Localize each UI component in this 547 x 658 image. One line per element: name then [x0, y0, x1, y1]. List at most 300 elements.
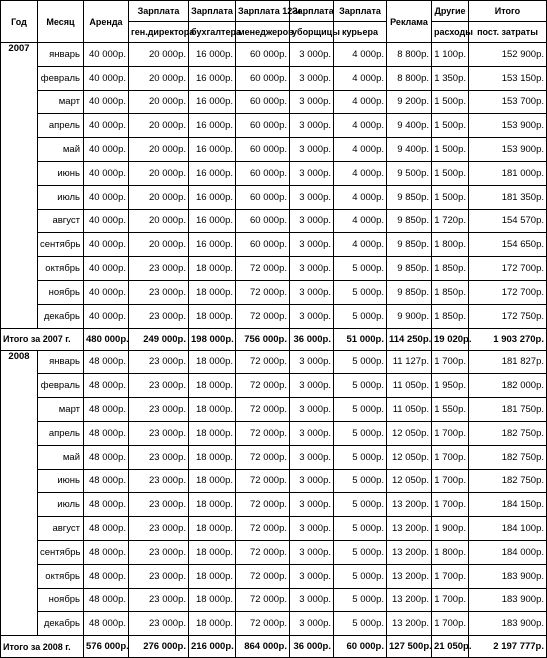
total-accountant-cell: 216 000р.	[189, 636, 236, 658]
courier-cell: 4 000р.	[334, 90, 387, 114]
ads-cell: 9 850р.	[387, 280, 432, 304]
other-cell: 1 850р.	[432, 257, 469, 281]
month-cell: декабрь	[38, 304, 84, 328]
director-cell: 23 000р.	[129, 257, 189, 281]
table-row	[1, 398, 547, 422]
courier-cell: 4 000р.	[334, 66, 387, 90]
month-cell: май	[38, 138, 84, 162]
managers-cell: 60 000р.	[236, 209, 290, 233]
header-director-line2: ген.директора	[129, 22, 189, 43]
courier-cell: 5 000р.	[334, 374, 387, 398]
rent-cell: 48 000р.	[84, 398, 129, 422]
courier-cell: 5 000р.	[334, 350, 387, 374]
month-cell: апрель	[38, 421, 84, 445]
cleaners-cell: 3 000р.	[290, 445, 334, 469]
month-cell: январь	[38, 350, 84, 374]
other-cell: 1 700р.	[432, 612, 469, 636]
month-cell: август	[38, 209, 84, 233]
rent-cell: 40 000р.	[84, 66, 129, 90]
table-row	[1, 588, 547, 612]
courier-cell: 4 000р.	[334, 138, 387, 162]
month-cell: май	[38, 445, 84, 469]
rent-cell: 48 000р.	[84, 612, 129, 636]
rent-cell: 48 000р.	[84, 350, 129, 374]
rent-cell: 40 000р.	[84, 90, 129, 114]
rent-cell: 48 000р.	[84, 445, 129, 469]
ads-cell: 9 850р.	[387, 257, 432, 281]
managers-cell: 60 000р.	[236, 185, 290, 209]
director-cell: 23 000р.	[129, 421, 189, 445]
cleaners-cell: 3 000р.	[290, 280, 334, 304]
managers-cell: 72 000р.	[236, 398, 290, 422]
rent-cell: 40 000р.	[84, 209, 129, 233]
rent-cell: 40 000р.	[84, 161, 129, 185]
accountant-cell: 18 000р.	[189, 469, 236, 493]
month-cell: июль	[38, 493, 84, 517]
other-cell: 1 700р.	[432, 493, 469, 517]
director-cell: 23 000р.	[129, 588, 189, 612]
accountant-cell: 16 000р.	[189, 161, 236, 185]
courier-cell: 4 000р.	[334, 209, 387, 233]
cleaners-cell: 3 000р.	[290, 540, 334, 564]
month-cell: июнь	[38, 469, 84, 493]
director-cell: 20 000р.	[129, 114, 189, 138]
director-cell: 23 000р.	[129, 304, 189, 328]
ads-cell: 9 500р.	[387, 161, 432, 185]
total-cell: 182 750р.	[469, 421, 547, 445]
managers-cell: 72 000р.	[236, 350, 290, 374]
director-cell: 23 000р.	[129, 540, 189, 564]
month-cell: ноябрь	[38, 588, 84, 612]
total-cell: 183 900р.	[469, 564, 547, 588]
total-courier-cell: 60 000р.	[334, 636, 387, 658]
rent-cell: 48 000р.	[84, 540, 129, 564]
director-cell: 23 000р.	[129, 398, 189, 422]
courier-cell: 5 000р.	[334, 445, 387, 469]
total-other-cell: 19 020р.	[432, 328, 469, 350]
total-cell: 172 700р.	[469, 257, 547, 281]
director-cell: 20 000р.	[129, 185, 189, 209]
table-row	[1, 138, 547, 162]
other-cell: 1 900р.	[432, 517, 469, 541]
cleaners-cell: 3 000р.	[290, 138, 334, 162]
rent-cell: 40 000р.	[84, 185, 129, 209]
cleaners-cell: 3 000р.	[290, 469, 334, 493]
ads-cell: 13 200р.	[387, 493, 432, 517]
cleaners-cell: 3 000р.	[290, 209, 334, 233]
table-row	[1, 185, 547, 209]
ads-cell: 9 850р.	[387, 185, 432, 209]
total-cell: 183 900р.	[469, 588, 547, 612]
ads-cell: 11 050р.	[387, 374, 432, 398]
accountant-cell: 18 000р.	[189, 257, 236, 281]
other-cell: 1 850р.	[432, 280, 469, 304]
cleaners-cell: 3 000р.	[290, 564, 334, 588]
courier-cell: 5 000р.	[334, 257, 387, 281]
courier-cell: 5 000р.	[334, 564, 387, 588]
header-ads: Реклама	[387, 1, 432, 43]
total-cell: 181 350р.	[469, 185, 547, 209]
rent-cell: 40 000р.	[84, 43, 129, 67]
total-cell: 181 750р.	[469, 398, 547, 422]
other-cell: 1 500р.	[432, 114, 469, 138]
year-cell: 2007	[1, 43, 38, 329]
month-cell: февраль	[38, 66, 84, 90]
table-row	[1, 280, 547, 304]
rent-cell: 40 000р.	[84, 233, 129, 257]
courier-cell: 5 000р.	[334, 469, 387, 493]
year-cell: 2008	[1, 350, 38, 636]
ads-cell: 9 400р.	[387, 114, 432, 138]
total-cell: 184 150р.	[469, 493, 547, 517]
accountant-cell: 18 000р.	[189, 280, 236, 304]
total-cell: 182 750р.	[469, 469, 547, 493]
accountant-cell: 18 000р.	[189, 374, 236, 398]
other-cell: 1 500р.	[432, 185, 469, 209]
table-row	[1, 257, 547, 281]
other-cell: 1 720р.	[432, 209, 469, 233]
header-courier-line1: Зарплата	[334, 1, 387, 22]
cleaners-cell: 3 000р.	[290, 185, 334, 209]
year-total-row	[1, 636, 547, 658]
director-cell: 20 000р.	[129, 233, 189, 257]
accountant-cell: 18 000р.	[189, 517, 236, 541]
director-cell: 23 000р.	[129, 493, 189, 517]
total-cell: 183 900р.	[469, 612, 547, 636]
courier-cell: 4 000р.	[334, 43, 387, 67]
courier-cell: 4 000р.	[334, 185, 387, 209]
rent-cell: 40 000р.	[84, 114, 129, 138]
table-row	[1, 469, 547, 493]
managers-cell: 72 000р.	[236, 588, 290, 612]
managers-cell: 60 000р.	[236, 43, 290, 67]
other-cell: 1 800р.	[432, 540, 469, 564]
courier-cell: 5 000р.	[334, 421, 387, 445]
director-cell: 23 000р.	[129, 564, 189, 588]
ads-cell: 13 200р.	[387, 612, 432, 636]
total-cell: 172 700р.	[469, 280, 547, 304]
accountant-cell: 18 000р.	[189, 612, 236, 636]
other-cell: 1 800р.	[432, 233, 469, 257]
table-row	[1, 445, 547, 469]
cleaners-cell: 3 000р.	[290, 66, 334, 90]
table-row	[1, 161, 547, 185]
header-rent: Аренда	[84, 1, 129, 43]
cleaners-cell: 3 000р.	[290, 493, 334, 517]
other-cell: 1 700р.	[432, 469, 469, 493]
managers-cell: 72 000р.	[236, 280, 290, 304]
managers-cell: 60 000р.	[236, 66, 290, 90]
accountant-cell: 18 000р.	[189, 421, 236, 445]
courier-cell: 4 000р.	[334, 233, 387, 257]
cleaners-cell: 3 000р.	[290, 612, 334, 636]
managers-cell: 60 000р.	[236, 114, 290, 138]
header-managers-line1: Зарплата 12-и	[236, 1, 290, 22]
cleaners-cell: 3 000р.	[290, 43, 334, 67]
rent-cell: 48 000р.	[84, 588, 129, 612]
month-cell: июль	[38, 185, 84, 209]
managers-cell: 72 000р.	[236, 469, 290, 493]
cleaners-cell: 3 000р.	[290, 374, 334, 398]
ads-cell: 9 850р.	[387, 209, 432, 233]
total-cell: 154 650р.	[469, 233, 547, 257]
table-row	[1, 612, 547, 636]
table-row	[1, 493, 547, 517]
accountant-cell: 16 000р.	[189, 233, 236, 257]
accountant-cell: 16 000р.	[189, 185, 236, 209]
ads-cell: 9 200р.	[387, 90, 432, 114]
other-cell: 1 550р.	[432, 398, 469, 422]
courier-cell: 5 000р.	[334, 517, 387, 541]
managers-cell: 60 000р.	[236, 161, 290, 185]
rent-cell: 48 000р.	[84, 564, 129, 588]
total-cell: 184 000р.	[469, 540, 547, 564]
total-other-cell: 21 050р.	[432, 636, 469, 658]
month-cell: ноябрь	[38, 280, 84, 304]
total-cell: 184 100р.	[469, 517, 547, 541]
total-courier-cell: 51 000р.	[334, 328, 387, 350]
courier-cell: 4 000р.	[334, 114, 387, 138]
managers-cell: 72 000р.	[236, 612, 290, 636]
table-body	[1, 43, 547, 658]
cleaners-cell: 3 000р.	[290, 90, 334, 114]
managers-cell: 60 000р.	[236, 90, 290, 114]
month-cell: август	[38, 517, 84, 541]
header-accountant-line2: бухгалтера	[189, 22, 236, 43]
total-cell: 153 900р.	[469, 138, 547, 162]
table-row	[1, 209, 547, 233]
month-cell: декабрь	[38, 612, 84, 636]
total-total-cell: 2 197 777р.	[469, 636, 547, 658]
other-cell: 1 700р.	[432, 421, 469, 445]
accountant-cell: 18 000р.	[189, 493, 236, 517]
month-cell: октябрь	[38, 257, 84, 281]
ads-cell: 12 050р.	[387, 445, 432, 469]
other-cell: 1 500р.	[432, 161, 469, 185]
header-other-line1: Другие	[432, 1, 469, 22]
header-other-line2: расходы	[432, 22, 469, 43]
ads-cell: 13 200р.	[387, 517, 432, 541]
total-ads-cell: 127 500р.	[387, 636, 432, 658]
cleaners-cell: 3 000р.	[290, 398, 334, 422]
accountant-cell: 18 000р.	[189, 564, 236, 588]
managers-cell: 60 000р.	[236, 233, 290, 257]
header-total-line2: пост. затраты	[469, 22, 547, 43]
table-row	[1, 233, 547, 257]
header-year: Год	[1, 1, 38, 43]
total-cell: 182 000р.	[469, 374, 547, 398]
total-cell: 182 750р.	[469, 445, 547, 469]
table-row	[1, 517, 547, 541]
header-total-line1: Итого	[469, 1, 547, 22]
managers-cell: 72 000р.	[236, 304, 290, 328]
rent-cell: 48 000р.	[84, 469, 129, 493]
rent-cell: 40 000р.	[84, 138, 129, 162]
director-cell: 20 000р.	[129, 66, 189, 90]
managers-cell: 72 000р.	[236, 540, 290, 564]
ads-cell: 12 050р.	[387, 421, 432, 445]
accountant-cell: 18 000р.	[189, 304, 236, 328]
courier-cell: 5 000р.	[334, 280, 387, 304]
other-cell: 1 950р.	[432, 374, 469, 398]
ads-cell: 11 050р.	[387, 398, 432, 422]
director-cell: 23 000р.	[129, 350, 189, 374]
header-month: Месяц	[38, 1, 84, 43]
managers-cell: 60 000р.	[236, 138, 290, 162]
cleaners-cell: 3 000р.	[290, 517, 334, 541]
month-cell: январь	[38, 43, 84, 67]
other-cell: 1 500р.	[432, 138, 469, 162]
accountant-cell: 18 000р.	[189, 588, 236, 612]
total-cell: 153 700р.	[469, 90, 547, 114]
other-cell: 1 700р.	[432, 564, 469, 588]
rent-cell: 48 000р.	[84, 493, 129, 517]
other-cell: 1 350р.	[432, 66, 469, 90]
rent-cell: 40 000р.	[84, 304, 129, 328]
accountant-cell: 16 000р.	[189, 114, 236, 138]
director-cell: 20 000р.	[129, 90, 189, 114]
total-cell: 152 900р.	[469, 43, 547, 67]
total-cell: 153 150р.	[469, 66, 547, 90]
total-cell: 172 750р.	[469, 304, 547, 328]
header-managers-line2: менеджеров	[236, 22, 290, 43]
ads-cell: 13 200р.	[387, 540, 432, 564]
header-courier-line2: курьера	[334, 22, 387, 43]
total-total-cell: 1 903 270р.	[469, 328, 547, 350]
month-cell: апрель	[38, 114, 84, 138]
managers-cell: 72 000р.	[236, 493, 290, 517]
table-row	[1, 350, 547, 374]
courier-cell: 5 000р.	[334, 612, 387, 636]
total-cell: 181 000р.	[469, 161, 547, 185]
ads-cell: 13 200р.	[387, 564, 432, 588]
year-total-row	[1, 328, 547, 350]
rent-cell: 48 000р.	[84, 517, 129, 541]
other-cell: 1 100р.	[432, 43, 469, 67]
table-row	[1, 90, 547, 114]
managers-cell: 72 000р.	[236, 445, 290, 469]
month-cell: сентябрь	[38, 540, 84, 564]
courier-cell: 4 000р.	[334, 161, 387, 185]
director-cell: 23 000р.	[129, 612, 189, 636]
total-managers-cell: 864 000р.	[236, 636, 290, 658]
courier-cell: 5 000р.	[334, 398, 387, 422]
rent-cell: 40 000р.	[84, 280, 129, 304]
total-cell: 181 827р.	[469, 350, 547, 374]
accountant-cell: 18 000р.	[189, 540, 236, 564]
month-cell: октябрь	[38, 564, 84, 588]
table-row	[1, 114, 547, 138]
ads-cell: 9 400р.	[387, 138, 432, 162]
month-cell: февраль	[38, 374, 84, 398]
cleaners-cell: 3 000р.	[290, 421, 334, 445]
managers-cell: 72 000р.	[236, 564, 290, 588]
total-ads-cell: 114 250р.	[387, 328, 432, 350]
rent-cell: 48 000р.	[84, 374, 129, 398]
header-cleaners-line1: Зарплата	[290, 1, 334, 22]
director-cell: 23 000р.	[129, 374, 189, 398]
director-cell: 23 000р.	[129, 445, 189, 469]
cleaners-cell: 3 000р.	[290, 233, 334, 257]
courier-cell: 5 000р.	[334, 540, 387, 564]
accountant-cell: 16 000р.	[189, 90, 236, 114]
total-director-cell: 249 000р.	[129, 328, 189, 350]
month-cell: март	[38, 90, 84, 114]
accountant-cell: 18 000р.	[189, 398, 236, 422]
year-total-label: Итого за 2007 г.	[1, 328, 84, 350]
month-cell: сентябрь	[38, 233, 84, 257]
managers-cell: 72 000р.	[236, 421, 290, 445]
total-managers-cell: 756 000р.	[236, 328, 290, 350]
director-cell: 23 000р.	[129, 517, 189, 541]
courier-cell: 5 000р.	[334, 588, 387, 612]
cleaners-cell: 3 000р.	[290, 304, 334, 328]
director-cell: 20 000р.	[129, 138, 189, 162]
table-row	[1, 66, 547, 90]
header-director-line1: Зарплата	[129, 1, 189, 22]
accountant-cell: 16 000р.	[189, 209, 236, 233]
ads-cell: 11 127р.	[387, 350, 432, 374]
director-cell: 20 000р.	[129, 161, 189, 185]
cleaners-cell: 3 000р.	[290, 257, 334, 281]
accountant-cell: 16 000р.	[189, 66, 236, 90]
director-cell: 20 000р.	[129, 209, 189, 233]
month-cell: июнь	[38, 161, 84, 185]
total-accountant-cell: 198 000р.	[189, 328, 236, 350]
rent-cell: 48 000р.	[84, 421, 129, 445]
accountant-cell: 18 000р.	[189, 350, 236, 374]
other-cell: 1 850р.	[432, 304, 469, 328]
accountant-cell: 16 000р.	[189, 138, 236, 162]
month-cell: март	[38, 398, 84, 422]
table-row	[1, 421, 547, 445]
managers-cell: 72 000р.	[236, 517, 290, 541]
other-cell: 1 500р.	[432, 90, 469, 114]
accountant-cell: 16 000р.	[189, 43, 236, 67]
courier-cell: 5 000р.	[334, 304, 387, 328]
total-rent-cell: 576 000р.	[84, 636, 129, 658]
year-total-label: Итого за 2008 г.	[1, 636, 84, 658]
ads-cell: 9 850р.	[387, 233, 432, 257]
total-cell: 154 570р.	[469, 209, 547, 233]
director-cell: 23 000р.	[129, 469, 189, 493]
ads-cell: 8 800р.	[387, 43, 432, 67]
cleaners-cell: 3 000р.	[290, 114, 334, 138]
other-cell: 1 700р.	[432, 588, 469, 612]
director-cell: 23 000р.	[129, 280, 189, 304]
table-row	[1, 540, 547, 564]
ads-cell: 9 900р.	[387, 304, 432, 328]
other-cell: 1 700р.	[432, 445, 469, 469]
cleaners-cell: 3 000р.	[290, 350, 334, 374]
total-cleaners-cell: 36 000р.	[290, 636, 334, 658]
cleaners-cell: 3 000р.	[290, 588, 334, 612]
ads-cell: 8 800р.	[387, 66, 432, 90]
managers-cell: 72 000р.	[236, 374, 290, 398]
rent-cell: 40 000р.	[84, 257, 129, 281]
managers-cell: 72 000р.	[236, 257, 290, 281]
header-cleaners-line2: уборщицы	[290, 22, 334, 43]
accountant-cell: 18 000р.	[189, 445, 236, 469]
ads-cell: 12 050р.	[387, 469, 432, 493]
table-row	[1, 374, 547, 398]
total-rent-cell: 480 000р.	[84, 328, 129, 350]
total-director-cell: 276 000р.	[129, 636, 189, 658]
ads-cell: 13 200р.	[387, 588, 432, 612]
courier-cell: 5 000р.	[334, 493, 387, 517]
total-cell: 153 900р.	[469, 114, 547, 138]
table-row	[1, 304, 547, 328]
